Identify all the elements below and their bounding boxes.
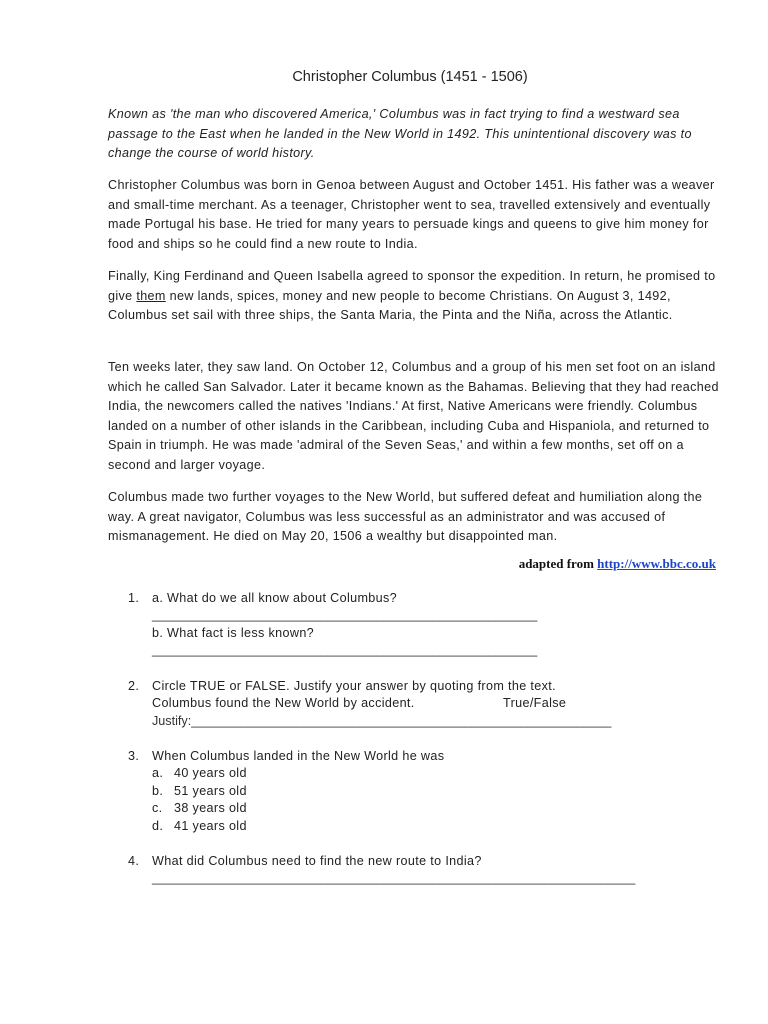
source-prefix: adapted from <box>518 556 598 571</box>
option-letter: c. <box>152 801 163 815</box>
intro-paragraph: Known as 'the man who discovered America,' Columbus was in fact trying to find a westward sea passage to the East when he landed in the New World in 1492. This unintentional discovery was to change the course of world history. <box>108 107 692 161</box>
answer-line[interactable]: _______________________________________________________ <box>152 608 538 622</box>
answer-line[interactable]: _____________________________________________________________________ <box>152 871 636 885</box>
justify-line[interactable]: Justify:____________________________________________________________ <box>152 714 612 728</box>
question-2-statement: Columbus found the New World by accident. <box>152 696 415 710</box>
true-false-choice[interactable]: True/False <box>503 696 567 710</box>
option-letter: d. <box>152 819 164 833</box>
question-1b-text: b. What fact is less known? <box>152 626 315 640</box>
paragraph-landing: Ten weeks later, they saw land. On October 12, Columbus and a group of his men set foot on an island which he called San Salvador. Later it became known as the Bahamas. Believing that they had reached India, the newcomers called the natives 'Indians.' At first, Native Americans were friendly. Columbus landed on a number of other islands in the Caribbean, including Cuba and Hispaniola, and returned to Spain in triumph. He was made 'admiral of the Seven Seas,' and within a few months, set off on a second and larger voyage. <box>108 360 719 472</box>
underlined-word-them: them <box>136 288 166 303</box>
source-link[interactable]: http://www.bbc.co.uk <box>597 556 716 571</box>
paragraph-birth: Christopher Columbus was born in Genoa between August and October 1451. His father was a weaver and small-time merchant. As a teenager, Christopher went to sea, travelled extensively and eventually made Portugal his base. He tried for many years to persuade kings and queens to give him money for food and ships so he could find a new route to India. <box>108 178 715 251</box>
question-number: 2. <box>128 679 140 693</box>
paragraph-expedition-end: new lands, spices, money and new people to become Christians. On August 3, 1492, Columbus set sail with three ships, the Santa Maria, the Pinta and the Niña, across the Atlantic. <box>108 288 673 323</box>
question-3-prompt: When Columbus landed in the New World he was <box>152 749 445 763</box>
option-letter: b. <box>152 784 164 798</box>
answer-line[interactable]: _______________________________________________________ <box>152 643 538 657</box>
paragraph-expedition <box>108 267 720 326</box>
paragraph-later-voyages: Columbus made two further voyages to the New World, but suffered defeat and humiliation along the way. A great navigator, Columbus was less successful as an administrator and was accused of mismanagement. He died on May 20, 1506 a wealthy but disappointed man. <box>108 490 703 544</box>
question-1a-text: a. What do we all know about Columbus? <box>152 591 398 605</box>
paragraph-expedition-start: Finally, King Ferdinand and Queen Isabella agreed to sponsor the expedition. In return, he promised to give <box>108 269 716 303</box>
question-2-prompt: Circle TRUE or FALSE. Justify your answer by quoting from the text. <box>152 679 556 693</box>
source-credit <box>519 556 716 572</box>
option-d[interactable]: 41 years old <box>174 819 247 833</box>
question-number: 1. <box>128 591 140 605</box>
question-4-prompt: What did Columbus need to find the new route to India? <box>152 854 482 868</box>
page-title: Christopher Columbus (1451 - 1506) <box>292 69 528 85</box>
question-number: 4. <box>128 854 140 868</box>
option-c[interactable]: 38 years old <box>174 801 247 815</box>
question-number: 3. <box>128 749 140 763</box>
option-a[interactable]: 40 years old <box>174 766 247 780</box>
option-b[interactable]: 51 years old <box>174 784 247 798</box>
option-letter: a. <box>152 766 164 780</box>
